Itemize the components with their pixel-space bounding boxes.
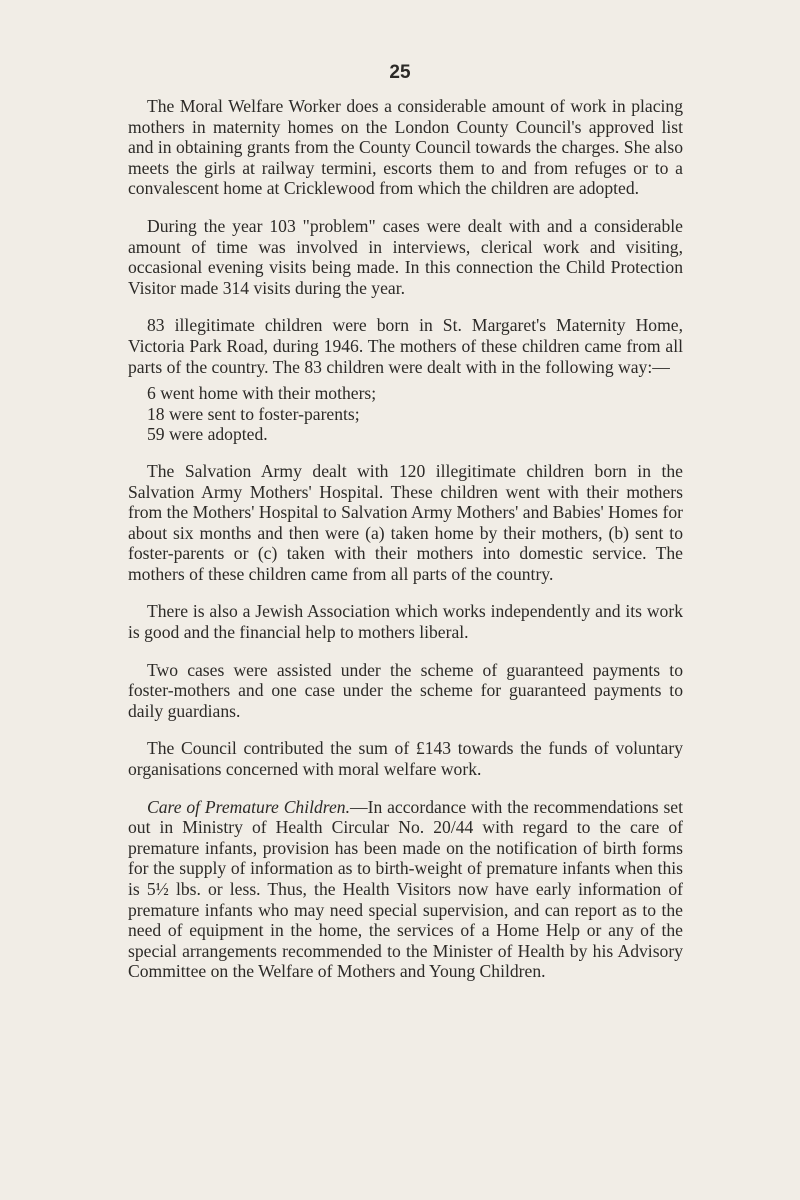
section-heading-premature-children: Care of Premature Children. [147, 796, 351, 817]
body-text [128, 96, 683, 999]
list-item: 18 were sent to foster-parents; [147, 403, 360, 424]
paragraph-jewish-association: There is also a Jewish Association which works independently and its work is good and the financial help to mothers liberal. [128, 601, 683, 643]
paragraph-council-contribution: The Council contributed the sum of £143 towards the funds of voluntary organisations concerned with moral welfare work. [128, 738, 683, 780]
paragraph-moral-welfare-worker: The Moral Welfare Worker does a considerable amount of work in placing mothers in maternity homes on the London County Council's approved list and in obtaining grants from the County Council towards the charges. She also meets the girls at railway termini, escorts them to and from refuges or to a convalescent home at Cricklewood from which the children are adopted. [128, 96, 683, 199]
list-item: 6 went home with their mothers; [147, 383, 377, 404]
paragraph-problem-cases: During the year 103 "problem" cases were dealt with and a considerable amount of time was involved in interviews, clerical work and visiting, occasional evening visits being made. In this connection the Child Protection Visitor made 314 visits during the year. [128, 215, 683, 298]
paragraph-guaranteed-payments: Two cases were assisted under the scheme of guaranteed payments to foster-mothers and one case under the scheme for guaranteed payments to daily guardians. [128, 659, 683, 721]
page-number: 25 [389, 62, 411, 83]
children-outcome-list [128, 383, 683, 445]
premature-children-text: —In accordance with the recommendations set out in Ministry of Health Circular No. 20/44 with regard to the care of premature infants, provision has been made on the notification of birth forms for the supply of information as to birth-weight of premature infants when this is 5½ lbs. or less. Thus, the Health Visitors now have early information of premature infants who may need special supervision, and can report as to the need of equipment in the home, the services of a Home Help or any of the special arrangements recommended to the Minister of Health by his Advisory Committee on the Welfare of Mothers and Young Children. [128, 796, 683, 982]
paragraph-st-margarets: 83 illegitimate children were born in St. Margaret's Maternity Home, Victoria Park Road, during 1946. The mothers of these children came from all parts of the country. The 83 children were dealt with in the following way:— [128, 315, 683, 377]
paragraph-premature-children [128, 797, 683, 982]
paragraph-salvation-army: The Salvation Army dealt with 120 illegitimate children born in the Salvation Army Mothers' Hospital. These children went with their mothers from the Mothers' Hospital to Salvation Army Mothers' and Babies' Homes for about six months and then were (a) taken home by their mothers, (b) sent to foster-parents or (c) taken with their mothers into domestic service. The mothers of these children came from all parts of the country. [128, 460, 683, 584]
list-item: 59 were adopted. [147, 424, 268, 445]
